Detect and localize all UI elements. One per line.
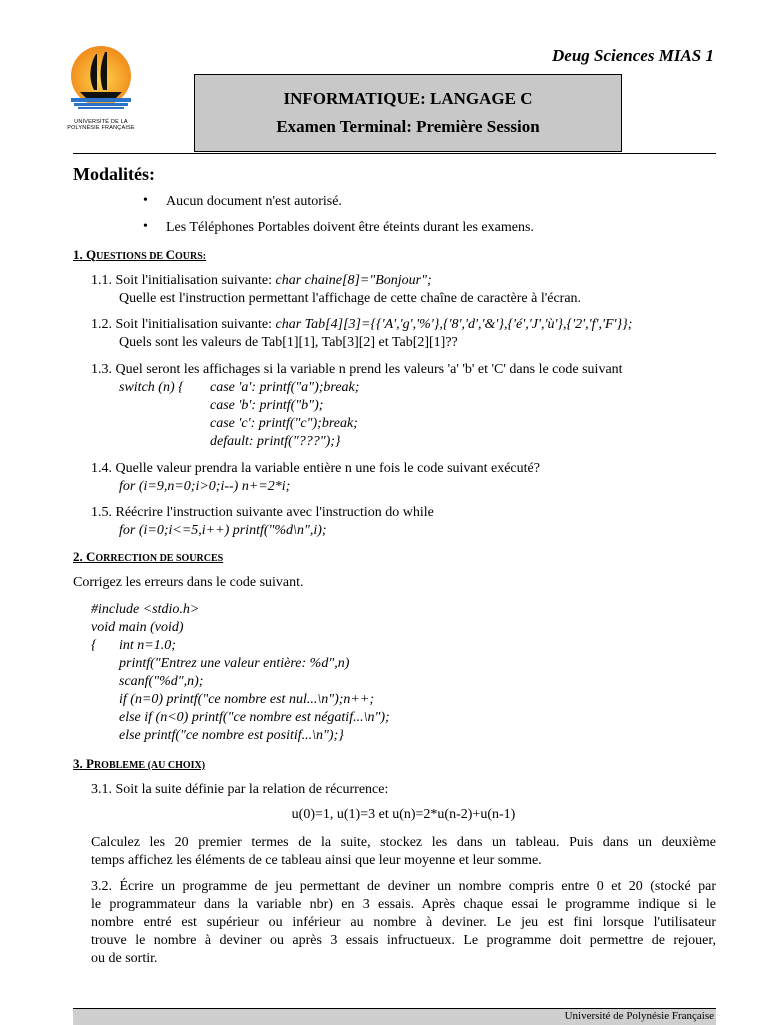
section2-intro: Corrigez les erreurs dans le code suivant. bbox=[73, 575, 304, 590]
recurrence-formula: u(0)=1, u(1)=3 et u(n)=2*u(n-2)+u(n-1) bbox=[291, 807, 516, 822]
question-3-2-line3: nombre entré est supérieur ou inférieur au nombre à deviner. Le jeu est fini lorsque l'utilisateur bbox=[91, 915, 716, 930]
question-1-4: 1.4. Quelle valeur prendra la variable entière n une fois le code suivant exécuté? bbox=[91, 461, 540, 476]
header-rule bbox=[73, 153, 716, 154]
section1-title: 1. QUESTIONS DE COURS: bbox=[73, 247, 207, 262]
question-1-2: 1.2. Soit l'initialisation suivante: char Tab[4][3]={{'A','g','%'},{'8','d','&'},{'é','J','ù'},{'2','f','F'}}; bbox=[91, 317, 633, 332]
code-line: for (i=0;i<=5,i++) printf("%d\n",i); bbox=[119, 523, 327, 538]
title-line1: INFORMATIQUE: LANGAGE C bbox=[283, 89, 533, 108]
question-1-1: 1.1. Soit l'initialisation suivante: char chaine[8]="Bonjour"; bbox=[91, 273, 432, 288]
code-line: case 'a': printf("a");break; bbox=[210, 380, 360, 395]
bullet-icon: • bbox=[143, 193, 148, 208]
university-logo bbox=[67, 42, 135, 134]
code-line: else if (n<0) printf("ce nombre est négatif...\n"); bbox=[119, 710, 390, 725]
course-name: Deug Sciences MIAS 1 bbox=[552, 46, 714, 65]
question-1-5: 1.5. Réécrire l'instruction suivante avec l'instruction do while bbox=[91, 505, 434, 520]
code-line: int n=1.0; bbox=[119, 638, 176, 653]
code-line: switch (n) { bbox=[119, 380, 184, 395]
code-line: else printf("ce nombre est positif...\n");} bbox=[119, 728, 344, 743]
modalite-item: Aucun document n'est autorisé. bbox=[166, 194, 342, 209]
code-line: { bbox=[91, 638, 97, 653]
code-line: case 'b': printf("b"); bbox=[210, 398, 324, 413]
code-line: default: printf("???");} bbox=[210, 434, 341, 449]
modalites-heading: Modalités: bbox=[73, 164, 155, 184]
code-line: void main (void) bbox=[91, 620, 184, 635]
question-1-1-text: Quelle est l'instruction permettant l'affichage de cette chaîne de caractère à l'écran. bbox=[119, 291, 582, 306]
question-1-3: 1.3. Quel seront les affichages si la variable n prend les valeurs 'a' 'b' et 'C' dans le code suivant bbox=[91, 362, 623, 377]
question-1-2-text: Quels sont les valeurs de Tab[1][1], Tab[3][2] et Tab[2][1]?? bbox=[119, 335, 458, 350]
question-3-2-line2: le programmateur dans la variable nbr) en 3 essais. Après chaque essai le programme indique si le bbox=[91, 897, 716, 912]
title-line2: Examen Terminal: Première Session bbox=[276, 117, 540, 136]
bullet-icon: • bbox=[143, 219, 148, 234]
code-line: case 'c': printf("c");break; bbox=[210, 416, 358, 431]
code-line: scanf("%d",n); bbox=[119, 674, 204, 689]
question-3-1-line2: temps affichez les éléments de ce tableau ainsi que leur moyenne et leur somme. bbox=[91, 853, 542, 868]
logo-sailboat-icon bbox=[70, 42, 132, 118]
title-box bbox=[194, 74, 622, 152]
footer-text: Université de Polynésie Française bbox=[564, 1010, 714, 1022]
question-3-2-line1: 3.2. Écrire un programme de jeu permettant de deviner un nombre compris entre 0 et 20 (stocké par bbox=[91, 879, 716, 894]
logo-text-line1: UNIVERSITÉ DE LA bbox=[74, 119, 128, 125]
question-3-2-line5: ou de sortir. bbox=[91, 951, 158, 966]
code-line: for (i=9,n=0;i>0;i--) n+=2*i; bbox=[119, 479, 291, 494]
logo-text-line2: POLYNÉSIE FRANÇAISE bbox=[67, 125, 135, 131]
question-3-2-line4: trouve le nombre à deviner ou après 3 essais infructueux. Le programme doit permettre de rejouer, bbox=[91, 933, 716, 948]
section2-title: 2. CORRECTION DE SOURCES bbox=[73, 549, 224, 564]
modalite-item: Les Téléphones Portables doivent être éteints durant les examens. bbox=[166, 220, 534, 235]
section3-title: 3. PROBLEME (AU CHOIX) bbox=[73, 756, 206, 771]
code-line: printf("Entrez une valeur entière: %d",n) bbox=[119, 656, 350, 671]
question-3-1: 3.1. Soit la suite définie par la relation de récurrence: bbox=[91, 782, 389, 797]
code-line: #include <stdio.h> bbox=[91, 602, 200, 617]
code-line: if (n=0) printf("ce nombre est nul...\n");n++; bbox=[119, 692, 374, 707]
question-3-1-line1: Calculez les 20 premier termes de la suite, stockez les dans un tableau. Puis dans un deuxième bbox=[91, 835, 716, 850]
